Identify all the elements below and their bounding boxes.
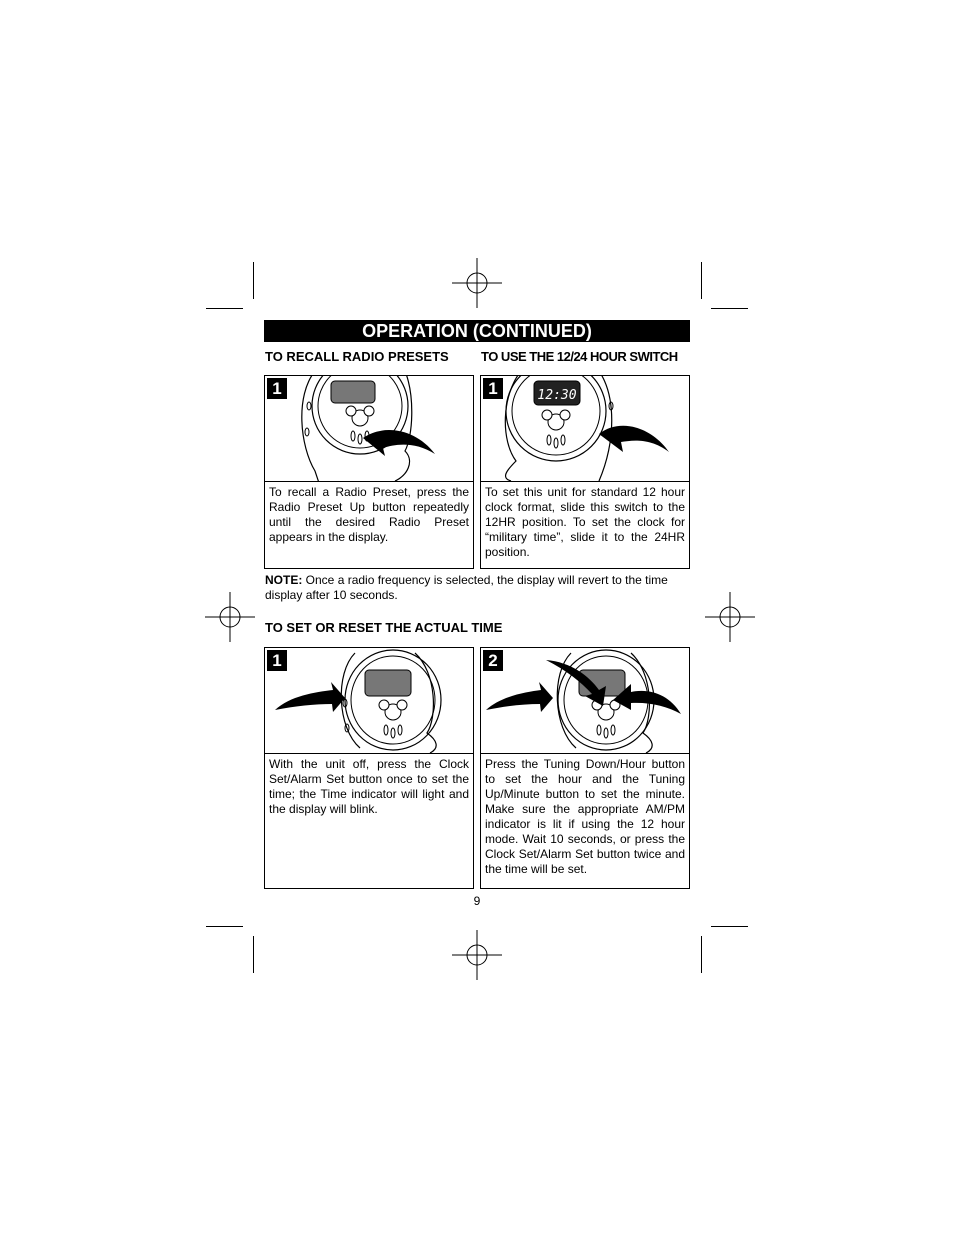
- set-time-heading: TO SET OR RESET THE ACTUAL TIME: [265, 620, 503, 635]
- clock-illustration: [265, 376, 473, 482]
- step-number: 1: [267, 378, 287, 399]
- set-time-step-1-panel: [264, 647, 474, 889]
- set-time-step-2-panel: [480, 647, 690, 889]
- hour-switch-panel: [480, 375, 690, 569]
- crop-mark-top-right-h: [711, 308, 748, 309]
- crop-mark-top-left-h: [206, 308, 243, 309]
- page-title: OPERATION (CONTINUED): [264, 320, 690, 342]
- step-number: 1: [267, 650, 287, 671]
- recall-presets-heading: TO RECALL RADIO PRESETS: [265, 349, 449, 364]
- clock-illustration: [265, 648, 473, 754]
- set-time-step-1-text: With the unit off, press the Clock Set/Alarm Set button once to set the time; the Time indicator will light and the display will blink.: [269, 757, 469, 816]
- note-paragraph: [265, 573, 690, 603]
- set-time-step-2-text: Press the Tuning Down/Hour button to set the hour and the Tuning Up/Minute button to set the minute. Make sure the appropriate AM/PM indicator is lit if using the 12 hour mode. Wait 10 seconds, or press the Clock Set/Alarm Set button twice and the time will be set.: [485, 757, 685, 876]
- recall-presets-panel: [264, 375, 474, 569]
- registration-mark-right: [705, 592, 755, 642]
- registration-mark-top: [452, 258, 502, 308]
- hour-switch-text: To set this unit for standard 12 hour clock format, slide this switch to the 12HR position. To set the clock for “military time”, slide it to the 24HR position.: [485, 485, 685, 559]
- step-number: 1: [483, 378, 503, 399]
- hour-switch-heading: TO USE THE 12/24 HOUR SWITCH: [481, 349, 678, 364]
- crop-mark-bottom-right-h: [711, 926, 748, 927]
- note-label: NOTE:: [265, 573, 303, 587]
- crop-mark-top-left-v: [253, 262, 254, 299]
- step-number: 2: [483, 650, 503, 671]
- clock-drawing-icon: [265, 376, 473, 481]
- clock-drawing-icon: [265, 648, 473, 753]
- clock-drawing-icon: [481, 648, 689, 753]
- crop-mark-bottom-right-v: [701, 936, 702, 973]
- clock-illustration: [481, 648, 689, 754]
- crop-mark-top-right-v: [701, 262, 702, 299]
- clock-display-time: 12:30: [537, 388, 577, 403]
- crop-mark-bottom-left-v: [253, 936, 254, 973]
- note-text: Once a radio frequency is selected, the display will revert to the time display after 10 seconds.: [265, 573, 668, 602]
- clock-drawing-icon: [481, 376, 689, 481]
- registration-mark-left: [205, 592, 255, 642]
- clock-illustration: [481, 376, 689, 482]
- recall-presets-text: To recall a Radio Preset, press the Radio Preset Up button repeatedly until the desired Radio Preset appears in the display.: [269, 485, 469, 544]
- registration-mark-bottom: [452, 930, 502, 980]
- crop-mark-bottom-left-h: [206, 926, 243, 927]
- page-number: 9: [473, 894, 481, 908]
